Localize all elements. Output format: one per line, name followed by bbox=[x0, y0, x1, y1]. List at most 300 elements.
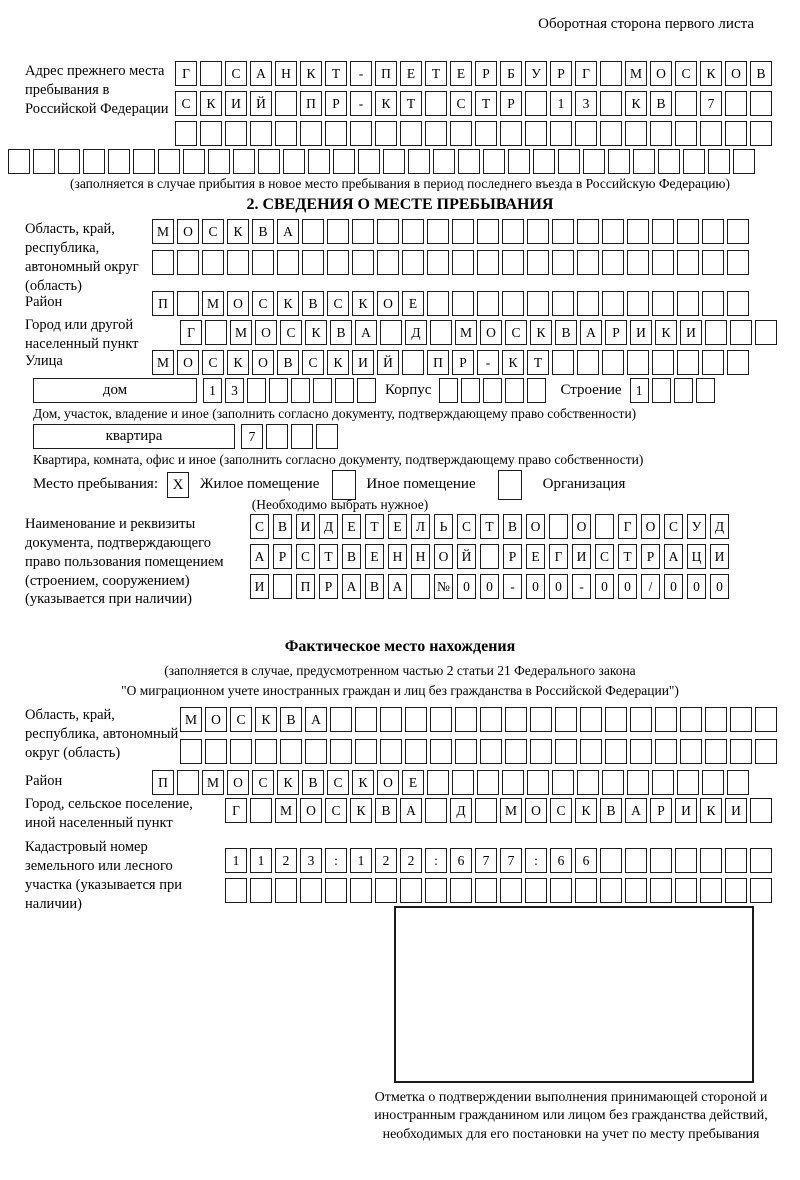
char-cell[interactable] bbox=[605, 739, 627, 764]
char-cell[interactable] bbox=[291, 378, 310, 403]
char-cell[interactable]: К bbox=[625, 91, 647, 116]
char-cell[interactable] bbox=[350, 878, 372, 903]
char-cell[interactable]: 7 bbox=[475, 848, 497, 873]
char-cell[interactable]: К bbox=[227, 219, 249, 244]
char-cell[interactable]: № bbox=[434, 574, 453, 599]
char-cell[interactable] bbox=[475, 878, 497, 903]
char-cell[interactable]: К bbox=[277, 770, 299, 795]
char-cell[interactable] bbox=[425, 798, 447, 823]
char-cell[interactable]: П bbox=[152, 291, 174, 316]
char-cell[interactable] bbox=[402, 219, 424, 244]
char-cell[interactable] bbox=[377, 219, 399, 244]
char-cell[interactable] bbox=[483, 149, 505, 174]
char-cell[interactable]: А bbox=[580, 320, 602, 345]
char-cell[interactable]: О bbox=[480, 320, 502, 345]
char-cell[interactable]: 0 bbox=[549, 574, 568, 599]
char-cell[interactable]: В bbox=[302, 770, 324, 795]
char-cell[interactable]: В bbox=[302, 291, 324, 316]
char-cell[interactable]: И bbox=[725, 798, 747, 823]
char-cell[interactable] bbox=[327, 219, 349, 244]
char-cell[interactable] bbox=[177, 250, 199, 275]
char-cell[interactable]: К bbox=[575, 798, 597, 823]
char-cell[interactable]: К bbox=[530, 320, 552, 345]
char-cell[interactable]: Е bbox=[342, 514, 361, 539]
char-cell[interactable] bbox=[675, 121, 697, 146]
char-cell[interactable] bbox=[525, 121, 547, 146]
char-cell[interactable] bbox=[58, 149, 80, 174]
char-cell[interactable] bbox=[650, 121, 672, 146]
char-cell[interactable] bbox=[425, 878, 447, 903]
char-cell[interactable] bbox=[247, 378, 266, 403]
char-cell[interactable]: Р bbox=[452, 350, 474, 375]
char-cell[interactable]: 0 bbox=[457, 574, 476, 599]
char-cell[interactable]: 2 bbox=[275, 848, 297, 873]
char-cell[interactable] bbox=[355, 707, 377, 732]
char-cell[interactable] bbox=[627, 770, 649, 795]
char-cell[interactable] bbox=[552, 770, 574, 795]
char-cell[interactable] bbox=[427, 291, 449, 316]
char-cell[interactable]: К bbox=[305, 320, 327, 345]
char-cell[interactable] bbox=[508, 149, 530, 174]
char-cell[interactable]: О bbox=[377, 291, 399, 316]
char-cell[interactable] bbox=[330, 739, 352, 764]
char-cell[interactable] bbox=[8, 149, 30, 174]
char-cell[interactable]: Т bbox=[618, 544, 637, 569]
char-cell[interactable] bbox=[425, 91, 447, 116]
char-cell[interactable]: И bbox=[225, 91, 247, 116]
char-cell[interactable]: Е bbox=[400, 61, 422, 86]
char-cell[interactable] bbox=[702, 250, 724, 275]
char-cell[interactable] bbox=[477, 219, 499, 244]
char-cell[interactable] bbox=[627, 250, 649, 275]
char-cell[interactable]: О bbox=[572, 514, 591, 539]
char-cell[interactable]: 1 bbox=[203, 378, 222, 403]
char-cell[interactable] bbox=[455, 739, 477, 764]
char-cell[interactable] bbox=[705, 739, 727, 764]
char-cell[interactable] bbox=[755, 739, 777, 764]
char-cell[interactable]: Й bbox=[457, 544, 476, 569]
char-cell[interactable]: М bbox=[202, 291, 224, 316]
char-cell[interactable] bbox=[83, 149, 105, 174]
char-cell[interactable] bbox=[480, 707, 502, 732]
char-cell[interactable]: Е bbox=[365, 544, 384, 569]
char-cell[interactable] bbox=[600, 91, 622, 116]
char-cell[interactable]: Р bbox=[325, 91, 347, 116]
char-cell[interactable] bbox=[525, 878, 547, 903]
char-cell[interactable] bbox=[602, 219, 624, 244]
char-cell[interactable] bbox=[502, 250, 524, 275]
char-cell[interactable]: Р bbox=[475, 61, 497, 86]
char-cell[interactable] bbox=[477, 250, 499, 275]
char-cell[interactable] bbox=[602, 770, 624, 795]
char-cell[interactable] bbox=[533, 149, 555, 174]
char-cell[interactable] bbox=[225, 121, 247, 146]
char-cell[interactable] bbox=[233, 149, 255, 174]
char-cell[interactable] bbox=[527, 250, 549, 275]
char-cell[interactable]: : bbox=[425, 848, 447, 873]
char-cell[interactable]: С bbox=[230, 707, 252, 732]
char-cell[interactable] bbox=[325, 121, 347, 146]
char-cell[interactable]: С bbox=[550, 798, 572, 823]
char-cell[interactable]: К bbox=[350, 798, 372, 823]
char-cell[interactable] bbox=[702, 219, 724, 244]
char-cell[interactable]: - bbox=[503, 574, 522, 599]
char-cell[interactable]: С bbox=[505, 320, 527, 345]
char-cell[interactable] bbox=[500, 878, 522, 903]
char-cell[interactable] bbox=[33, 149, 55, 174]
char-cell[interactable]: О bbox=[526, 514, 545, 539]
char-cell[interactable] bbox=[458, 149, 480, 174]
char-cell[interactable] bbox=[677, 219, 699, 244]
char-cell[interactable]: 0 bbox=[710, 574, 729, 599]
char-cell[interactable] bbox=[605, 707, 627, 732]
char-cell[interactable]: С bbox=[327, 770, 349, 795]
char-cell[interactable] bbox=[400, 878, 422, 903]
char-cell[interactable]: К bbox=[375, 91, 397, 116]
char-cell[interactable]: С bbox=[202, 350, 224, 375]
char-cell[interactable]: Г bbox=[175, 61, 197, 86]
char-cell[interactable] bbox=[550, 878, 572, 903]
char-cell[interactable]: У bbox=[687, 514, 706, 539]
char-cell[interactable] bbox=[380, 320, 402, 345]
char-cell[interactable] bbox=[452, 219, 474, 244]
char-cell[interactable]: С bbox=[457, 514, 476, 539]
char-cell[interactable] bbox=[677, 350, 699, 375]
char-cell[interactable] bbox=[527, 770, 549, 795]
char-cell[interactable] bbox=[580, 739, 602, 764]
char-cell[interactable] bbox=[725, 91, 747, 116]
char-cell[interactable] bbox=[302, 250, 324, 275]
char-cell[interactable] bbox=[652, 350, 674, 375]
char-cell[interactable] bbox=[283, 149, 305, 174]
char-cell[interactable] bbox=[502, 770, 524, 795]
char-cell[interactable]: А bbox=[664, 544, 683, 569]
char-cell[interactable] bbox=[316, 424, 338, 449]
char-cell[interactable] bbox=[555, 707, 577, 732]
char-cell[interactable] bbox=[725, 121, 747, 146]
char-cell[interactable] bbox=[177, 770, 199, 795]
char-cell[interactable] bbox=[300, 878, 322, 903]
char-cell[interactable]: К bbox=[655, 320, 677, 345]
char-cell[interactable]: К bbox=[502, 350, 524, 375]
char-cell[interactable] bbox=[655, 739, 677, 764]
char-cell[interactable]: И bbox=[675, 798, 697, 823]
char-cell[interactable]: С bbox=[325, 798, 347, 823]
char-cell[interactable]: Г bbox=[618, 514, 637, 539]
char-cell[interactable] bbox=[702, 291, 724, 316]
char-cell[interactable] bbox=[430, 739, 452, 764]
char-cell[interactable] bbox=[380, 739, 402, 764]
char-cell[interactable]: И bbox=[296, 514, 315, 539]
char-cell[interactable] bbox=[677, 770, 699, 795]
char-cell[interactable]: Р bbox=[500, 91, 522, 116]
char-cell[interactable]: М bbox=[152, 350, 174, 375]
char-cell[interactable] bbox=[630, 739, 652, 764]
char-cell[interactable]: К bbox=[300, 61, 322, 86]
char-cell[interactable] bbox=[411, 574, 430, 599]
char-cell[interactable]: Т bbox=[325, 61, 347, 86]
char-cell[interactable]: П bbox=[152, 770, 174, 795]
char-cell[interactable] bbox=[652, 219, 674, 244]
char-cell[interactable] bbox=[674, 378, 693, 403]
char-cell[interactable]: С bbox=[302, 350, 324, 375]
char-cell[interactable]: С bbox=[595, 544, 614, 569]
char-cell[interactable]: Е bbox=[450, 61, 472, 86]
char-cell[interactable]: : bbox=[325, 848, 347, 873]
char-cell[interactable]: В bbox=[750, 61, 772, 86]
checkbox-other-premises[interactable] bbox=[332, 470, 356, 500]
char-cell[interactable] bbox=[205, 739, 227, 764]
char-cell[interactable]: 2 bbox=[400, 848, 422, 873]
char-cell[interactable] bbox=[650, 848, 672, 873]
char-cell[interactable]: Д bbox=[710, 514, 729, 539]
char-cell[interactable] bbox=[450, 121, 472, 146]
char-cell[interactable]: А bbox=[388, 574, 407, 599]
char-cell[interactable] bbox=[380, 707, 402, 732]
char-cell[interactable] bbox=[625, 878, 647, 903]
char-cell[interactable] bbox=[652, 378, 671, 403]
char-cell[interactable] bbox=[250, 798, 272, 823]
char-cell[interactable]: Ц bbox=[687, 544, 706, 569]
char-cell[interactable] bbox=[475, 798, 497, 823]
char-cell[interactable] bbox=[350, 121, 372, 146]
char-cell[interactable]: О bbox=[227, 291, 249, 316]
char-cell[interactable] bbox=[477, 291, 499, 316]
char-cell[interactable]: И bbox=[710, 544, 729, 569]
char-cell[interactable]: К bbox=[327, 350, 349, 375]
char-cell[interactable] bbox=[755, 320, 777, 345]
char-cell[interactable]: В bbox=[273, 514, 292, 539]
char-cell[interactable] bbox=[727, 770, 749, 795]
char-cell[interactable] bbox=[700, 121, 722, 146]
char-cell[interactable] bbox=[655, 707, 677, 732]
char-cell[interactable] bbox=[402, 250, 424, 275]
char-cell[interactable] bbox=[750, 848, 772, 873]
char-cell[interactable] bbox=[405, 707, 427, 732]
char-cell[interactable]: М bbox=[455, 320, 477, 345]
char-cell[interactable] bbox=[277, 250, 299, 275]
char-cell[interactable] bbox=[133, 149, 155, 174]
apartment-box[interactable]: квартира bbox=[33, 424, 235, 449]
char-cell[interactable] bbox=[750, 878, 772, 903]
char-cell[interactable] bbox=[400, 121, 422, 146]
char-cell[interactable]: В bbox=[503, 514, 522, 539]
char-cell[interactable] bbox=[600, 878, 622, 903]
char-cell[interactable] bbox=[552, 291, 574, 316]
char-cell[interactable]: 1 bbox=[630, 378, 649, 403]
char-cell[interactable]: 6 bbox=[575, 848, 597, 873]
char-cell[interactable] bbox=[500, 121, 522, 146]
char-cell[interactable]: С bbox=[450, 91, 472, 116]
char-cell[interactable]: Й bbox=[377, 350, 399, 375]
char-cell[interactable] bbox=[475, 121, 497, 146]
char-cell[interactable] bbox=[627, 350, 649, 375]
char-cell[interactable]: С bbox=[664, 514, 683, 539]
char-cell[interactable]: О bbox=[641, 514, 660, 539]
char-cell[interactable]: Т bbox=[475, 91, 497, 116]
char-cell[interactable]: О bbox=[177, 350, 199, 375]
char-cell[interactable] bbox=[302, 219, 324, 244]
char-cell[interactable] bbox=[583, 149, 605, 174]
char-cell[interactable] bbox=[200, 61, 222, 86]
char-cell[interactable]: А bbox=[305, 707, 327, 732]
char-cell[interactable] bbox=[505, 378, 524, 403]
char-cell[interactable]: А bbox=[355, 320, 377, 345]
char-cell[interactable] bbox=[675, 91, 697, 116]
char-cell[interactable] bbox=[575, 121, 597, 146]
char-cell[interactable] bbox=[750, 121, 772, 146]
char-cell[interactable] bbox=[352, 219, 374, 244]
char-cell[interactable]: М bbox=[230, 320, 252, 345]
char-cell[interactable]: М bbox=[275, 798, 297, 823]
char-cell[interactable] bbox=[200, 121, 222, 146]
char-cell[interactable] bbox=[630, 707, 652, 732]
char-cell[interactable] bbox=[552, 250, 574, 275]
char-cell[interactable]: К bbox=[700, 61, 722, 86]
char-cell[interactable]: О bbox=[177, 219, 199, 244]
char-cell[interactable] bbox=[313, 378, 332, 403]
char-cell[interactable] bbox=[725, 878, 747, 903]
char-cell[interactable] bbox=[602, 350, 624, 375]
char-cell[interactable]: Р bbox=[273, 544, 292, 569]
char-cell[interactable] bbox=[275, 91, 297, 116]
char-cell[interactable]: Р bbox=[641, 544, 660, 569]
char-cell[interactable] bbox=[177, 291, 199, 316]
char-cell[interactable]: К bbox=[200, 91, 222, 116]
char-cell[interactable]: М bbox=[500, 798, 522, 823]
char-cell[interactable] bbox=[269, 378, 288, 403]
char-cell[interactable] bbox=[461, 378, 480, 403]
char-cell[interactable] bbox=[439, 378, 458, 403]
char-cell[interactable]: 1 bbox=[250, 848, 272, 873]
char-cell[interactable] bbox=[625, 848, 647, 873]
char-cell[interactable] bbox=[208, 149, 230, 174]
char-cell[interactable] bbox=[555, 739, 577, 764]
char-cell[interactable] bbox=[600, 61, 622, 86]
char-cell[interactable] bbox=[705, 320, 727, 345]
char-cell[interactable]: 6 bbox=[550, 848, 572, 873]
char-cell[interactable] bbox=[505, 707, 527, 732]
char-cell[interactable] bbox=[730, 320, 752, 345]
char-cell[interactable] bbox=[183, 149, 205, 174]
char-cell[interactable] bbox=[452, 250, 474, 275]
char-cell[interactable] bbox=[383, 149, 405, 174]
char-cell[interactable] bbox=[530, 739, 552, 764]
char-cell[interactable]: И bbox=[572, 544, 591, 569]
char-cell[interactable] bbox=[325, 878, 347, 903]
char-cell[interactable] bbox=[577, 770, 599, 795]
char-cell[interactable]: 1 bbox=[550, 91, 572, 116]
char-cell[interactable]: 0 bbox=[526, 574, 545, 599]
char-cell[interactable] bbox=[527, 219, 549, 244]
char-cell[interactable] bbox=[608, 149, 630, 174]
char-cell[interactable] bbox=[700, 848, 722, 873]
char-cell[interactable] bbox=[725, 848, 747, 873]
char-cell[interactable]: П bbox=[427, 350, 449, 375]
char-cell[interactable]: Т bbox=[527, 350, 549, 375]
char-cell[interactable]: Е bbox=[526, 544, 545, 569]
checkbox-residential[interactable]: X bbox=[167, 472, 189, 498]
char-cell[interactable]: 3 bbox=[300, 848, 322, 873]
char-cell[interactable] bbox=[108, 149, 130, 174]
char-cell[interactable] bbox=[327, 250, 349, 275]
char-cell[interactable]: К bbox=[352, 770, 374, 795]
char-cell[interactable] bbox=[675, 878, 697, 903]
char-cell[interactable]: В bbox=[252, 219, 274, 244]
char-cell[interactable] bbox=[680, 707, 702, 732]
char-cell[interactable] bbox=[375, 121, 397, 146]
char-cell[interactable]: С bbox=[250, 514, 269, 539]
char-cell[interactable]: 1 bbox=[350, 848, 372, 873]
char-cell[interactable] bbox=[250, 878, 272, 903]
char-cell[interactable] bbox=[730, 739, 752, 764]
char-cell[interactable] bbox=[355, 739, 377, 764]
char-cell[interactable] bbox=[677, 250, 699, 275]
char-cell[interactable]: 0 bbox=[664, 574, 683, 599]
char-cell[interactable]: Л bbox=[411, 514, 430, 539]
checkbox-organization[interactable] bbox=[498, 470, 522, 500]
char-cell[interactable] bbox=[705, 707, 727, 732]
char-cell[interactable] bbox=[755, 707, 777, 732]
char-cell[interactable]: Р bbox=[319, 574, 338, 599]
char-cell[interactable]: В bbox=[600, 798, 622, 823]
char-cell[interactable] bbox=[727, 219, 749, 244]
char-cell[interactable] bbox=[305, 739, 327, 764]
char-cell[interactable]: У bbox=[525, 61, 547, 86]
char-cell[interactable] bbox=[335, 378, 354, 403]
char-cell[interactable] bbox=[358, 149, 380, 174]
char-cell[interactable] bbox=[575, 878, 597, 903]
char-cell[interactable]: 7 bbox=[500, 848, 522, 873]
char-cell[interactable]: К bbox=[700, 798, 722, 823]
char-cell[interactable] bbox=[600, 848, 622, 873]
char-cell[interactable]: А bbox=[250, 61, 272, 86]
char-cell[interactable] bbox=[227, 250, 249, 275]
char-cell[interactable] bbox=[730, 707, 752, 732]
char-cell[interactable] bbox=[450, 878, 472, 903]
char-cell[interactable]: К bbox=[277, 291, 299, 316]
char-cell[interactable] bbox=[650, 878, 672, 903]
char-cell[interactable] bbox=[452, 770, 474, 795]
char-cell[interactable]: 7 bbox=[241, 424, 263, 449]
char-cell[interactable] bbox=[652, 250, 674, 275]
char-cell[interactable] bbox=[658, 149, 680, 174]
char-cell[interactable]: С bbox=[202, 219, 224, 244]
char-cell[interactable] bbox=[452, 291, 474, 316]
char-cell[interactable]: 3 bbox=[225, 378, 244, 403]
char-cell[interactable] bbox=[280, 739, 302, 764]
char-cell[interactable]: М bbox=[202, 770, 224, 795]
char-cell[interactable] bbox=[700, 878, 722, 903]
char-cell[interactable]: О bbox=[205, 707, 227, 732]
char-cell[interactable]: О bbox=[227, 770, 249, 795]
char-cell[interactable]: А bbox=[342, 574, 361, 599]
char-cell[interactable]: Р bbox=[503, 544, 522, 569]
char-cell[interactable]: Г bbox=[180, 320, 202, 345]
char-cell[interactable] bbox=[427, 770, 449, 795]
char-cell[interactable]: С bbox=[252, 770, 274, 795]
char-cell[interactable]: 3 bbox=[575, 91, 597, 116]
char-cell[interactable] bbox=[580, 707, 602, 732]
char-cell[interactable] bbox=[600, 121, 622, 146]
char-cell[interactable] bbox=[708, 149, 730, 174]
char-cell[interactable]: О bbox=[434, 544, 453, 569]
char-cell[interactable] bbox=[352, 250, 374, 275]
char-cell[interactable] bbox=[273, 574, 292, 599]
char-cell[interactable] bbox=[577, 250, 599, 275]
char-cell[interactable]: А bbox=[277, 219, 299, 244]
char-cell[interactable]: Й bbox=[250, 91, 272, 116]
